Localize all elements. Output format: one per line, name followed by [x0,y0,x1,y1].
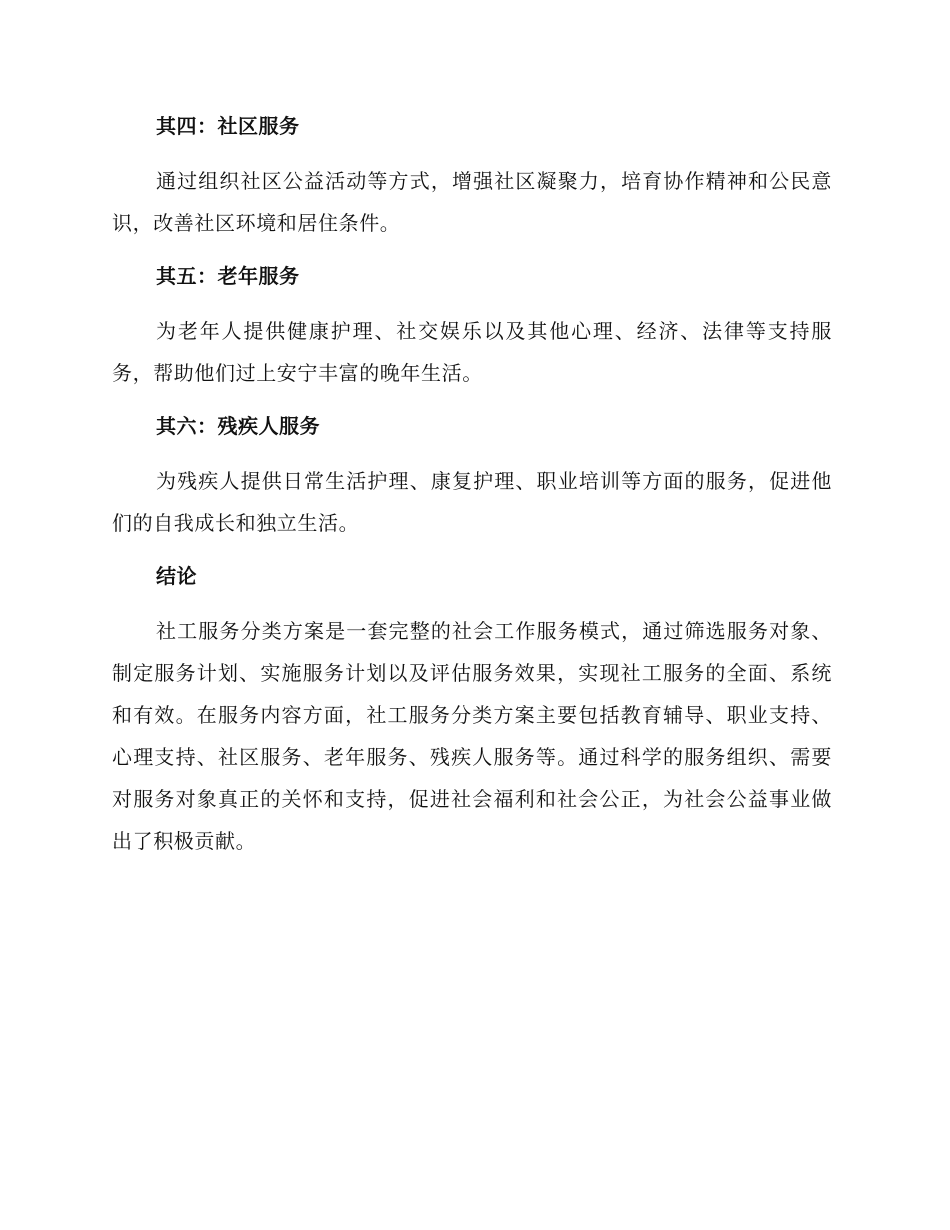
section-heading-community-service: 其四：社区服务 [156,114,300,138]
section-heading-elderly-service: 其五：老年服务 [156,264,300,288]
section-heading-conclusion: 结论 [156,564,197,588]
document-body [112,108,832,876]
section-paragraph-disability-service: 为残疾人提供日常生活护理、康复护理、职业培训等方面的服务，促进他们的自我成长和独立生活。 [112,469,832,535]
section-paragraph-conclusion: 社工服务分类方案是一套完整的社会工作服务模式，通过筛选服务对象、制定服务计划、实施服务计划以及评估服务效果，实现社工服务的全面、系统和有效。在服务内容方面，社工服务分类方案主要包括教育辅导、职业支持、心理支持、社区服务、老年服务、残疾人服务等。通过科学的服务组织、需要对服务对象真正的关怀和支持，促进社会福利和社会公正，为社会公益事业做出了积极贡献。 [112,619,832,853]
section-paragraph-community-service: 通过组织社区公益活动等方式，增强社区凝聚力，培育协作精神和公民意识，改善社区环境和居住条件。 [112,169,832,235]
section-heading-disability-service: 其六：残疾人服务 [156,414,320,438]
section-paragraph-elderly-service: 为老年人提供健康护理、社交娱乐以及其他心理、经济、法律等支持服务，帮助他们过上安宁丰富的晚年生活。 [112,319,832,385]
